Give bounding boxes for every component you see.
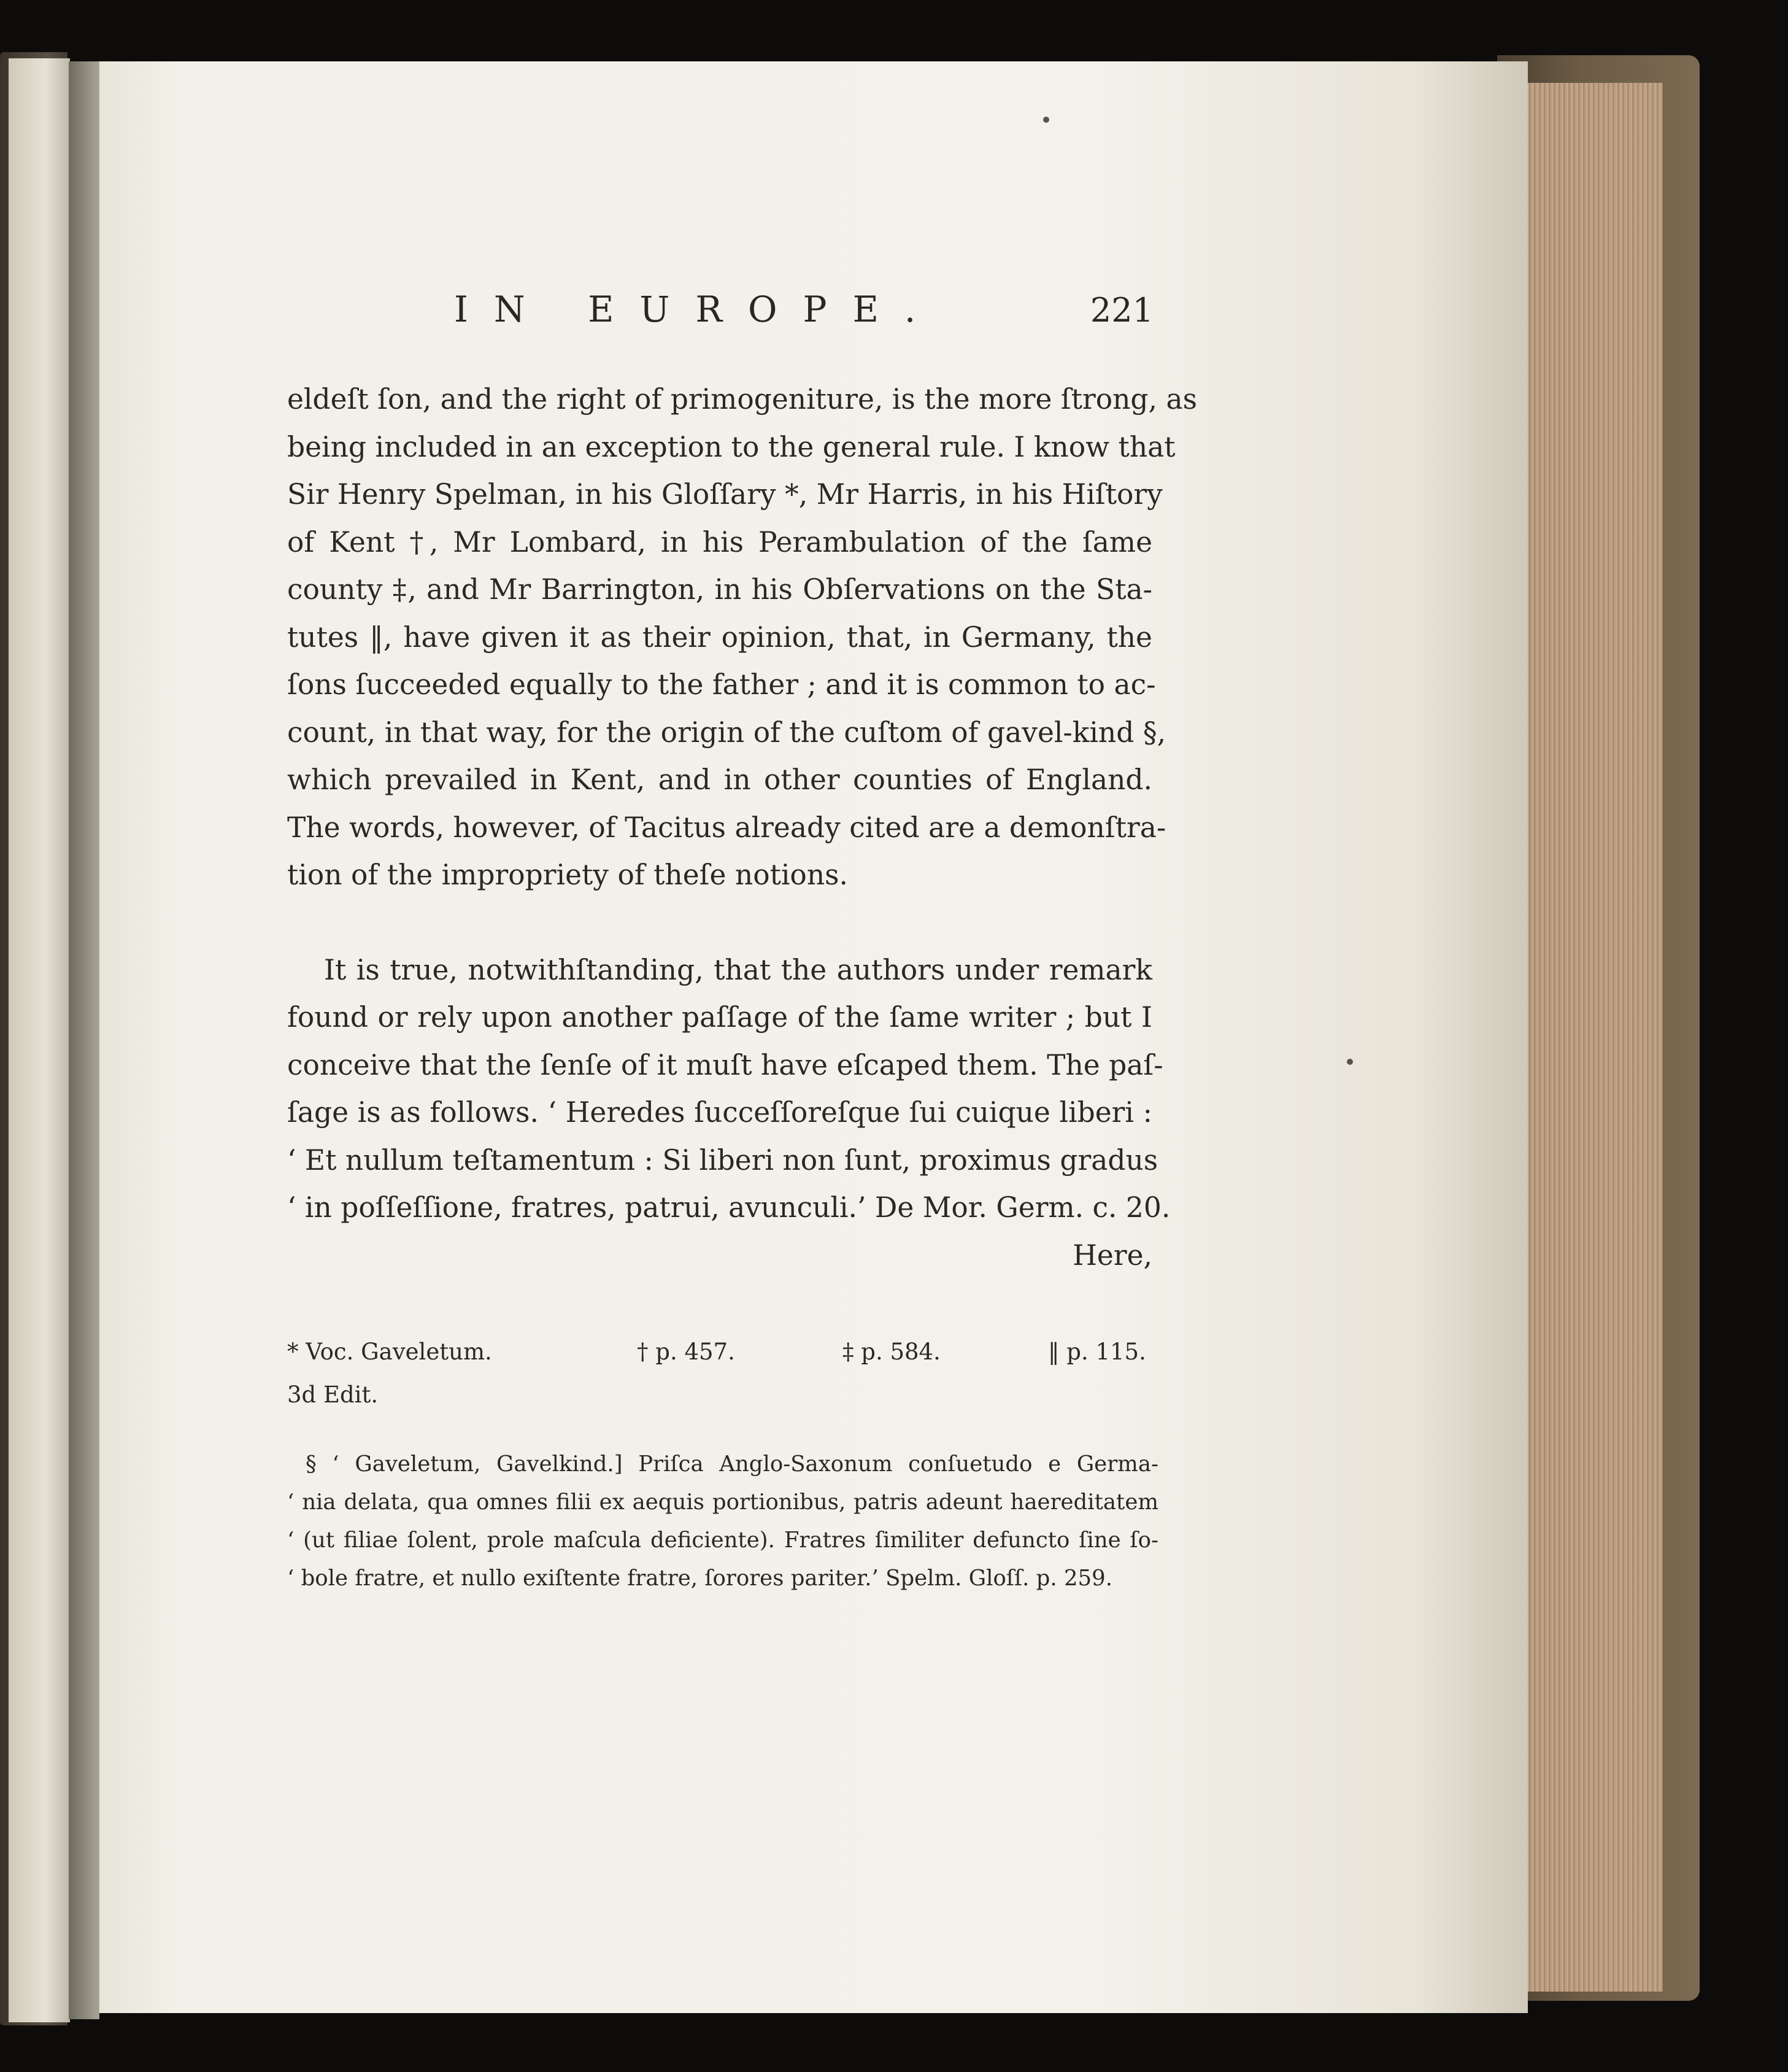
text-line: conceive that the ſenſe of it muſt have eſcaped them. The paſ-: [287, 1048, 1163, 1081]
paragraph-gap: [287, 899, 1152, 946]
footnote-ref: † p. 457.: [637, 1339, 735, 1365]
text-line: eldeſt ſon, and the right of primogeniture, is the more ſtrong, as: [287, 383, 1197, 416]
text-line: found or rely upon another paſſage of the ſame writer ; but I: [287, 1001, 1152, 1034]
text-line: It is true, notwithſtanding, that the authors under remark: [324, 953, 1152, 986]
text-line: of Kent †, Mr Lombard, in his Perambulation of the ſame: [287, 525, 1152, 559]
catchword: Here,: [1073, 1239, 1152, 1272]
text-line: ſons ſucceeded equally to the father ; and it is common to ac-: [287, 668, 1156, 701]
footnote-edition: 3d Edit.: [287, 1382, 379, 1408]
text-line: Sir Henry Spelman, in his Gloſſary *, Mr Harris, in his Hiſtory: [287, 478, 1163, 511]
footnote-ref-row: [287, 1331, 1152, 1374]
text-line: ‘ Et nullum teſtamentum : Si liberi non ſunt, proximus gradus: [287, 1143, 1158, 1177]
paper-speck: [1347, 1059, 1353, 1065]
gavelkind-footnote: [287, 1445, 1158, 1598]
text-line: tutes ‖, have given it as their opinion, that, in Germany, the: [287, 620, 1152, 654]
footnote-ref: ‡ p. 584.: [842, 1339, 941, 1365]
text-line: ‘ in poſſeſſione, fratres, patrui, avunculi.’ De Mor. Germ. c. 20.: [287, 1191, 1171, 1224]
text-line: ſage is as follows. ‘ Heredes ſucceſſoreſque ſui cuique liberi :: [287, 1096, 1152, 1129]
running-head: [454, 288, 1154, 344]
text-line: tion of the impropriety of theſe notions.: [287, 859, 848, 891]
page-number: 221: [1090, 291, 1154, 330]
footnote-line: ‘ nia delata, qua omnes filii ex aequis portionibus, patris adeunt haereditatem: [287, 1490, 1158, 1515]
page-block-edges: [1522, 83, 1663, 1992]
footnote-line: ‘ (ut filiae ſolent, prole maſcula deficiente). Fratres ſimiliter defuncto ſine ſo-: [287, 1528, 1158, 1553]
footnote-references: [287, 1331, 1152, 1417]
footnote-line: ‘ bole fratre, et nullo exiſtente fratre, ſorores pariter.’ Spelm. Gloſſ. p. 259.: [287, 1566, 1113, 1591]
body-text: [287, 376, 1197, 1279]
text-line: The words, however, of Tacitus already cited are a demonſtra-: [287, 811, 1166, 844]
text-line: which prevailed in Kent, and in other counties of England.: [287, 763, 1152, 796]
footnote-line: § ‘ Gaveletum, Gavelkind.] Priſca Anglo-Saxonum conſuetudo e Germa-: [306, 1452, 1158, 1477]
left-page-edge: [9, 58, 70, 2022]
footnote-ref-row: [287, 1374, 1152, 1417]
running-title: IN EUROPE.: [454, 288, 942, 330]
text-line: county ‡, and Mr Barrington, in his Obſervations on the Sta-: [287, 573, 1152, 606]
book-gutter: [69, 61, 99, 2019]
paper-speck: [1043, 117, 1049, 123]
footnote-ref: * Voc. Gaveletum.: [287, 1339, 492, 1365]
text-line: count, in that way, for the origin of the cuſtom of gavel-kind §,: [287, 716, 1166, 749]
text-line: being included in an exception to the general rule. I know that: [287, 430, 1176, 463]
footnote-ref: ‖ p. 115.: [1048, 1339, 1146, 1365]
